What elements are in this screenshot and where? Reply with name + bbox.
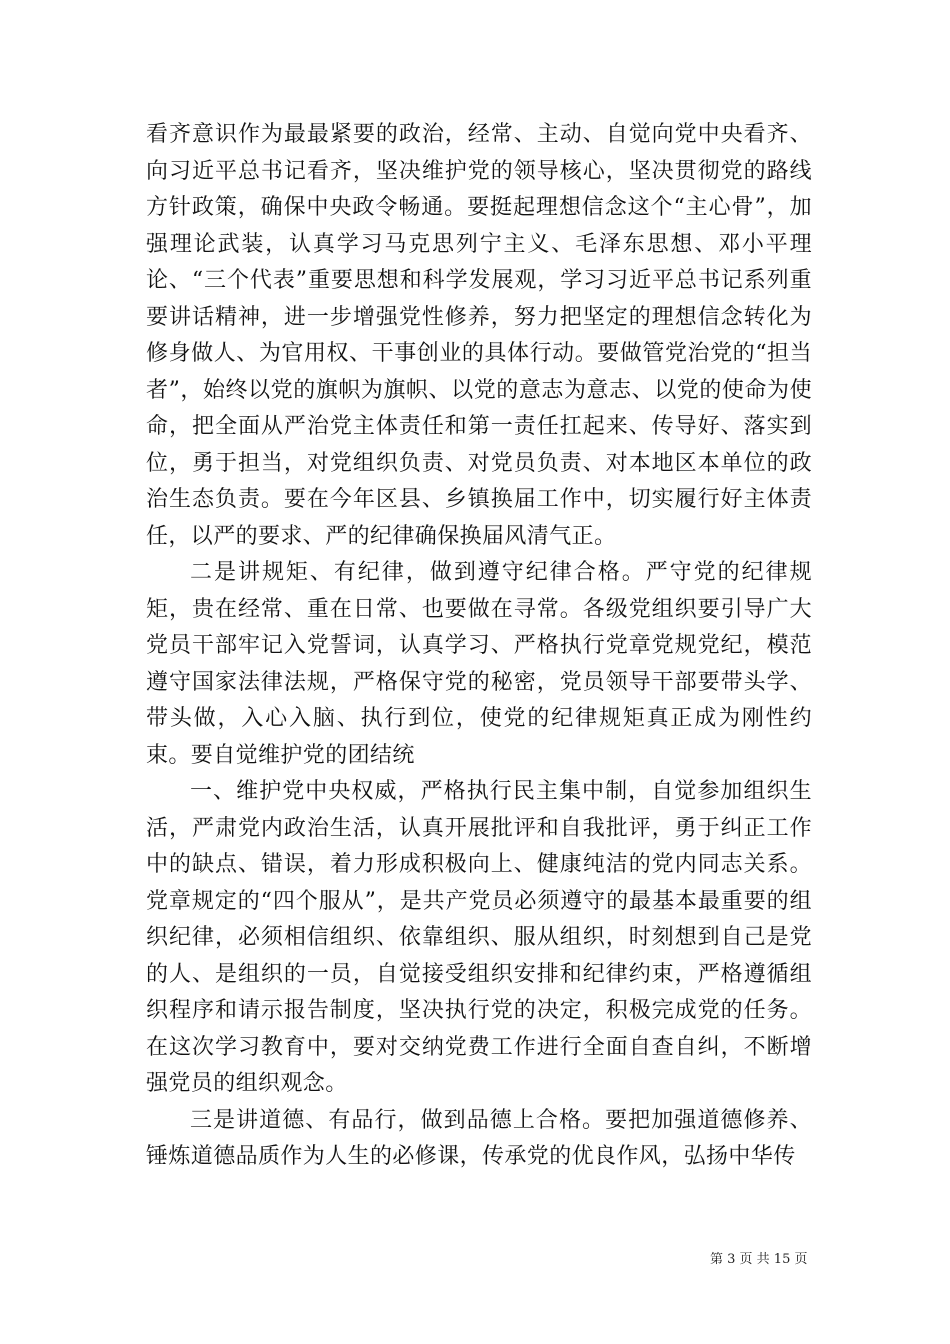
paragraph-continued: 看齐意识作为最最紧要的政治，经常、主动、自觉向党中央看齐、向习近平总书记看齐，坚决维护党的领导核心，坚决贯彻党的路线方针政策，确保中央政令畅通。要挺起理想信念这个“主心骨”，加强理论武装，认真学习马克思列宁主义、毛泽东思想、邓小平理论、“三个代表”重要思想和科学发展观，学习习近平总书记系列重要讲话精神，进一步增强党性修养，努力把坚定的理想信念转化为修身做人、为官用权、干事创业的具体行动。要做管党治党的“担当者”，始终以党的旗帜为旗帜、以党的意志为意志、以党的使命为使命，把全面从严治党主体责任和第一责任扛起来、传导好、落实到位，勇于担当，对党组织负责、对党员负责、对本地区本单位的政治生态负责。要在今年区县、乡镇换届工作中，切实履行好主体责任，以严的要求、严的纪律确保换届风清气正。 (146, 122, 812, 549)
paragraph-unity: 一、维护党中央权威，严格执行民主集中制，自觉参加组织生活，严肃党内政治生活，认真开展批评和自我批评，勇于纠正工作中的缺点、错误，着力形成积极向上、健康纯洁的党内同志关系。党章规定的“四个服从”，是共产党员必须遵守的最基本最重要的组织纪律，必须相信组织、依靠组织、服从组织，时刻想到自己是党的人、是组织的一员，自觉接受组织安排和纪律约束，严格遵循组织程序和请示报告制度，坚决执行党的决定，积极完成党的任务。在这次学习教育中，要对交纳党费工作进行全面自查自纠，不断增强党员的组织观念。 (146, 779, 812, 1096)
page-number-footer: 第 3 页 共 15 页 (710, 1252, 808, 1267)
document-body (146, 117, 812, 1176)
paragraph-morality: 三是讲道德、有品行，做到品德上合格。要把加强道德修养、锤炼道德品质作为人生的必修课，传承党的优良作风，弘扬中华传 (146, 1107, 812, 1169)
paragraph-discipline: 二是讲规矩、有纪律，做到遵守纪律合格。严守党的纪律规矩，贵在经常、重在日常、也要做在寻常。各级党组织要引导广大党员干部牢记入党誓词，认真学习、严格执行党章党规党纪，模范遵守国家法律法规，严格保守党的秘密，党员领导干部要带头学、带头做，入心入脑、执行到位，使党的纪律规矩真正成为刚性约束。要自觉维护党的团结统 (146, 560, 812, 768)
